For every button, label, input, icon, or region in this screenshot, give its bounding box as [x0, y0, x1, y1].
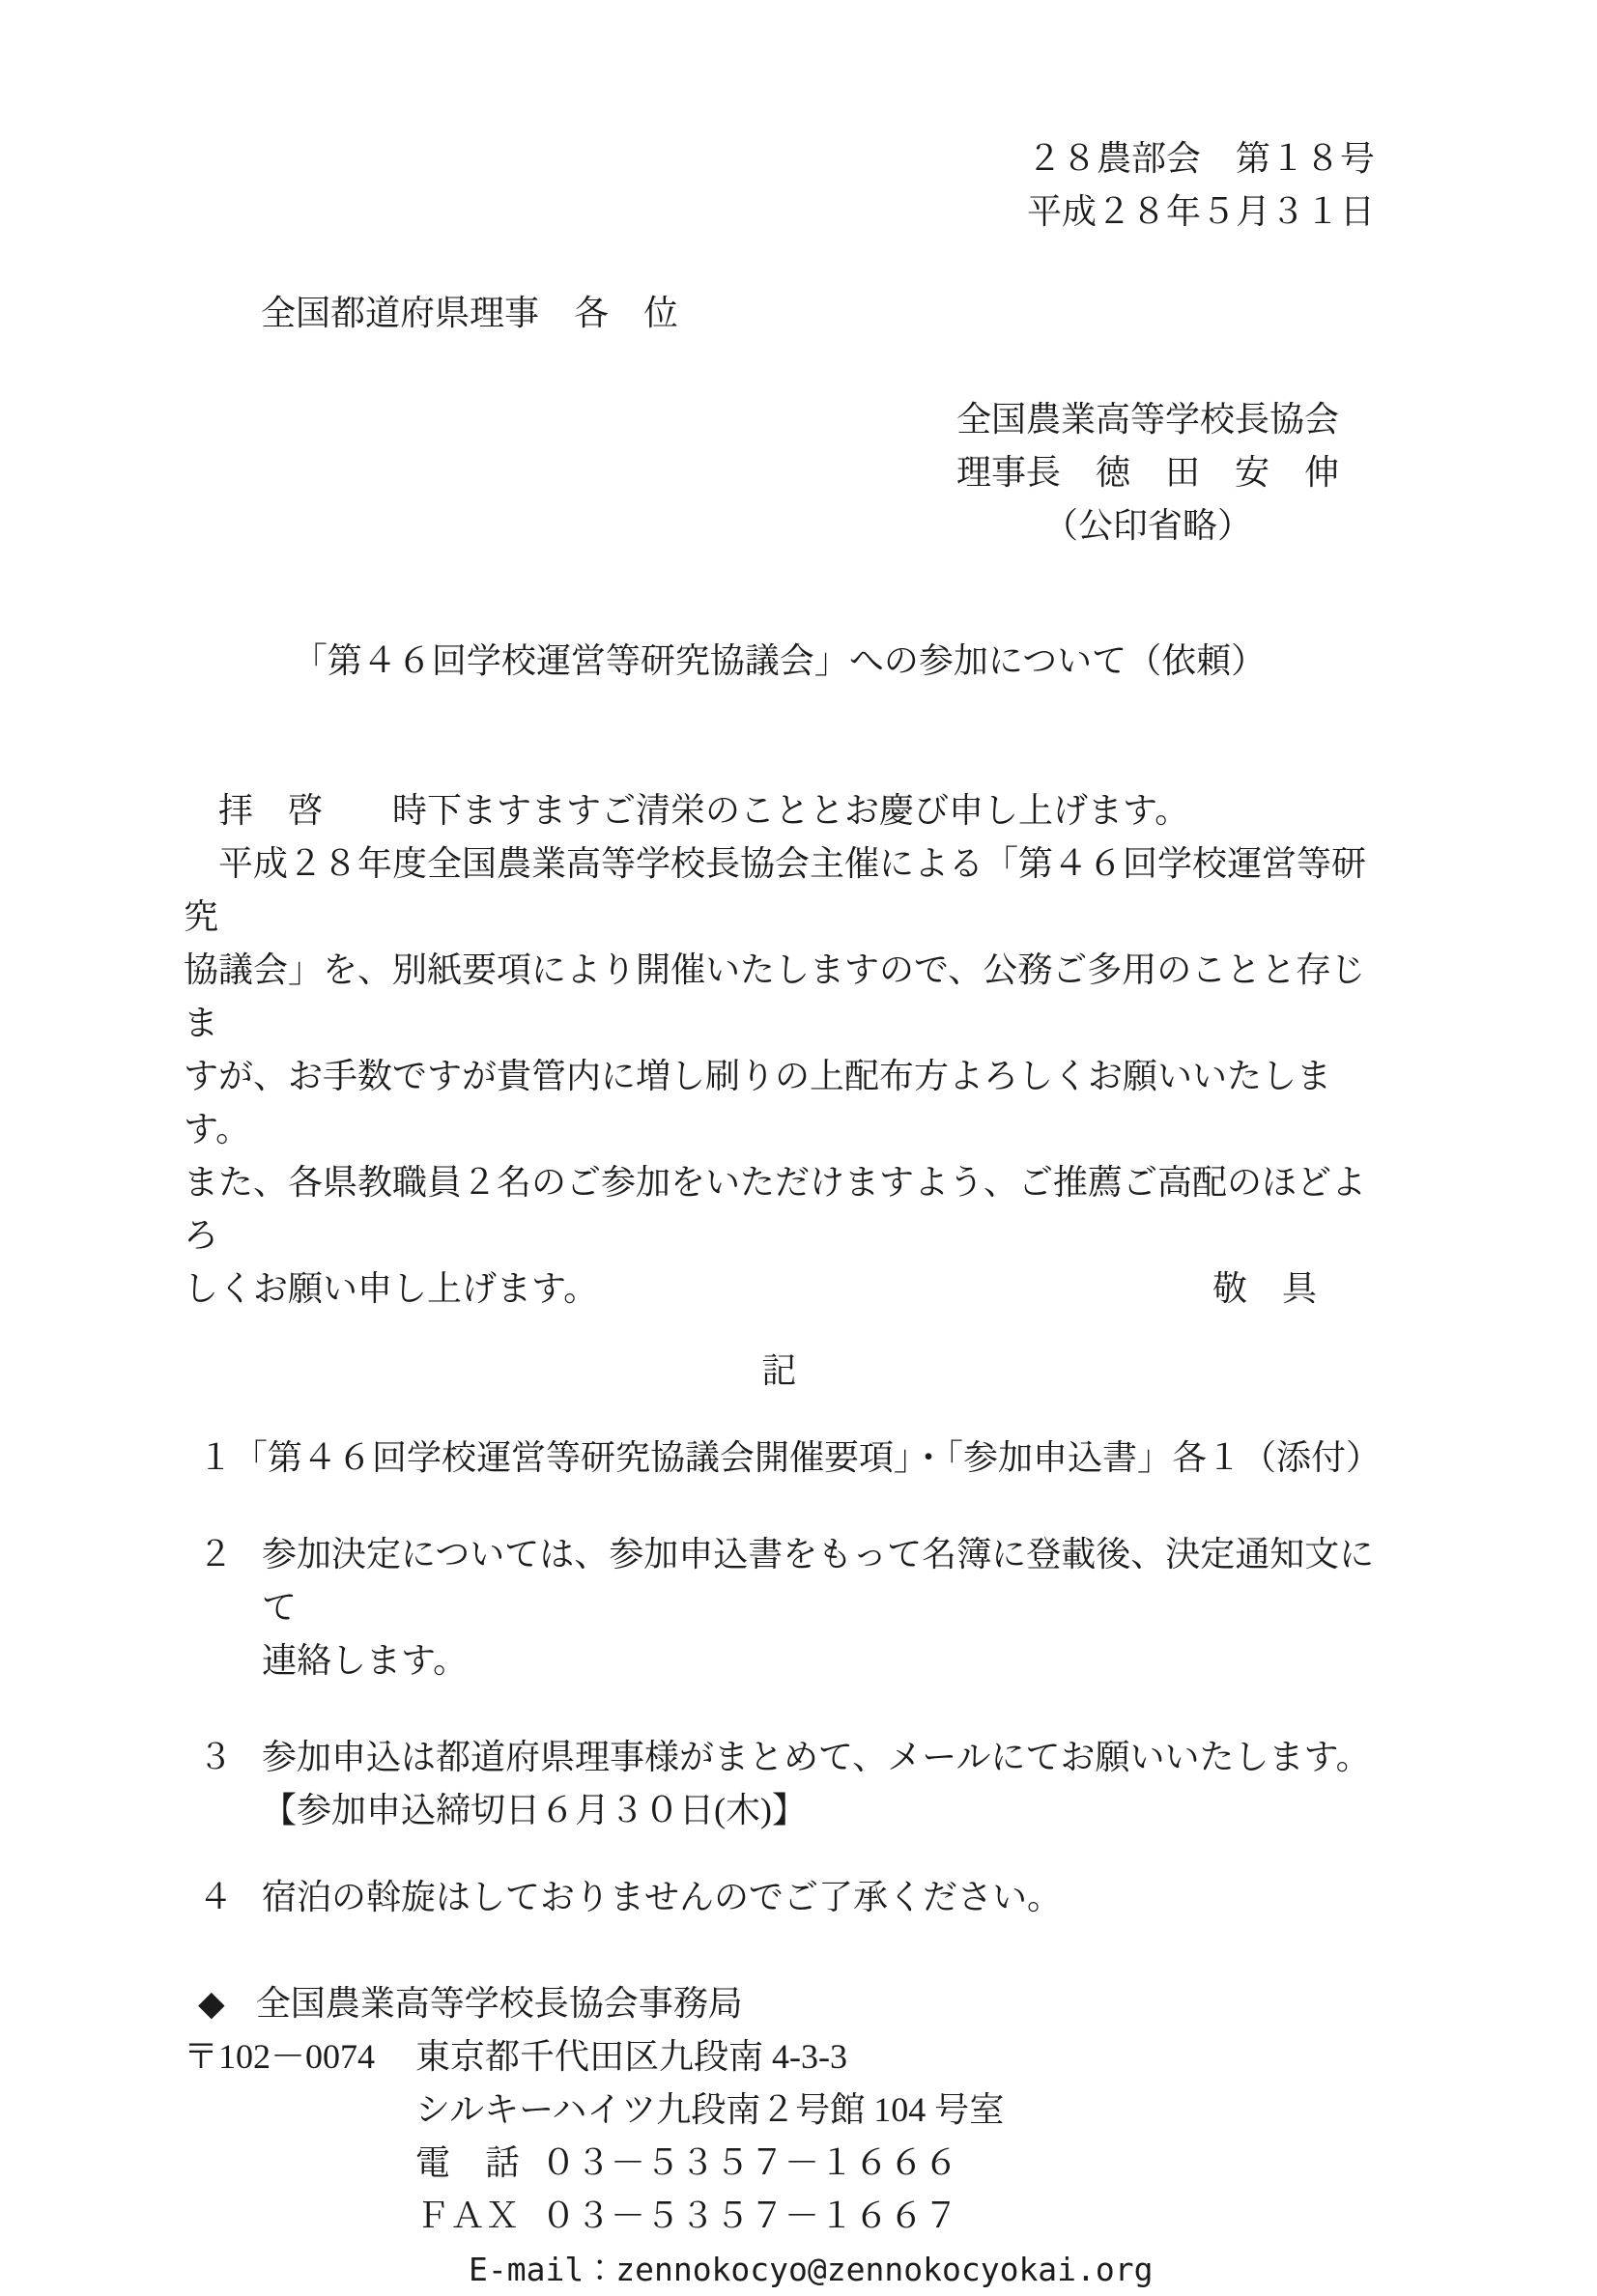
contact-block [184, 1977, 1375, 2296]
item-text: 参加申込は都道府県理事様がまとめて、メールにてお願いいたします。 【参加申込締切日６月３０日(木)】 [262, 1738, 1371, 1829]
office-line [198, 1977, 1375, 2030]
sender-name: 理事長 徳 田 安 伸 [956, 453, 1340, 492]
phone-line [415, 2137, 1375, 2190]
body-closing-line [184, 1262, 1375, 1316]
body-line: また、各県教職員２名のご参加をいただけますよう、ご推薦ご高配のほどよろ [184, 1163, 1367, 1255]
body-line: 平成２８年度全国農業高等学校長協会主催による「第４６回学校運営等研究 [184, 844, 1367, 936]
item-number: ４ [198, 1878, 234, 1916]
document-title: 「第４６回学校運営等研究協議会」への参加について（依頼） [292, 641, 1267, 680]
email-address: zennokocyo@zennokocyokai.org [615, 2251, 1154, 2288]
item-number: １ [198, 1438, 234, 1477]
diamond-bullet-icon: ◆ [198, 1984, 225, 2023]
postal-code: 〒102－0074 [184, 2037, 376, 2076]
fax-number: ０３－５３５７－１６６７ [541, 2197, 959, 2235]
list-item [198, 1871, 1375, 1924]
address-building: シルキーハイツ九段南２号館 104 号室 [415, 2090, 1005, 2129]
fax-label: ＦＡＸ [415, 2197, 521, 2235]
item-text: 宿泊の斡旋はしておりませんのでご了承ください。 [262, 1878, 1063, 1916]
document-number: ２８農部会 第１８号 [1026, 139, 1375, 178]
address-street: 東京都千代田区九段南 4-3-3 [415, 2037, 847, 2076]
body-line: すが、お手数ですが貴管内に増し刷りの上配布方よろしくお願いいたします。 [184, 1057, 1332, 1148]
item-number: ２ [198, 1535, 234, 1573]
sender-organization: 全国農業高等学校長協会 [956, 400, 1340, 439]
item-text: 「第４６回学校運営等研究協議会開催要項」・「参加申込書」各１（添付） [233, 1438, 1382, 1477]
phone-number: ０３－５３５７－１６６６ [541, 2143, 959, 2182]
document-date: 平成２８年５月３１日 [1026, 192, 1375, 231]
list-item [198, 1431, 1382, 1485]
item-text: 参加決定については、参加申込書をもって名簿に登載後、決定通知文にて 連絡します。 [262, 1535, 1375, 1680]
letter-body [184, 784, 1375, 1316]
body-line: 協議会」を、別紙要項により開催いたしますので、公務ご多用のことと存じま [184, 950, 1366, 1042]
office-name: 全国農業高等学校長協会事務局 [255, 1984, 743, 2023]
item-number: ３ [198, 1738, 234, 1776]
email-label: E-mail： [469, 2251, 616, 2288]
sender-block [956, 393, 1375, 553]
document-header [184, 132, 1375, 239]
notice-marker: 記 [761, 1351, 797, 1390]
item-list [198, 1431, 1382, 1924]
address-line [184, 2030, 1375, 2083]
phone-label: 電 話 [415, 2143, 521, 2182]
list-item [198, 1731, 1375, 1837]
recipient-line: 全国都道府県理事 各 位 [261, 294, 679, 332]
email-line [469, 2243, 1375, 2296]
body-line: しくお願い申し上げます。 [184, 1269, 599, 1308]
closing-salutation: 敬 具 [1212, 1269, 1317, 1308]
fax-line [415, 2190, 1375, 2243]
list-item [198, 1528, 1375, 1687]
seal-omission-note: （公印省略） [1043, 506, 1253, 545]
body-line: 拝 啓 時下ますますご清栄のこととお慶び申し上げます。 [184, 791, 1190, 830]
